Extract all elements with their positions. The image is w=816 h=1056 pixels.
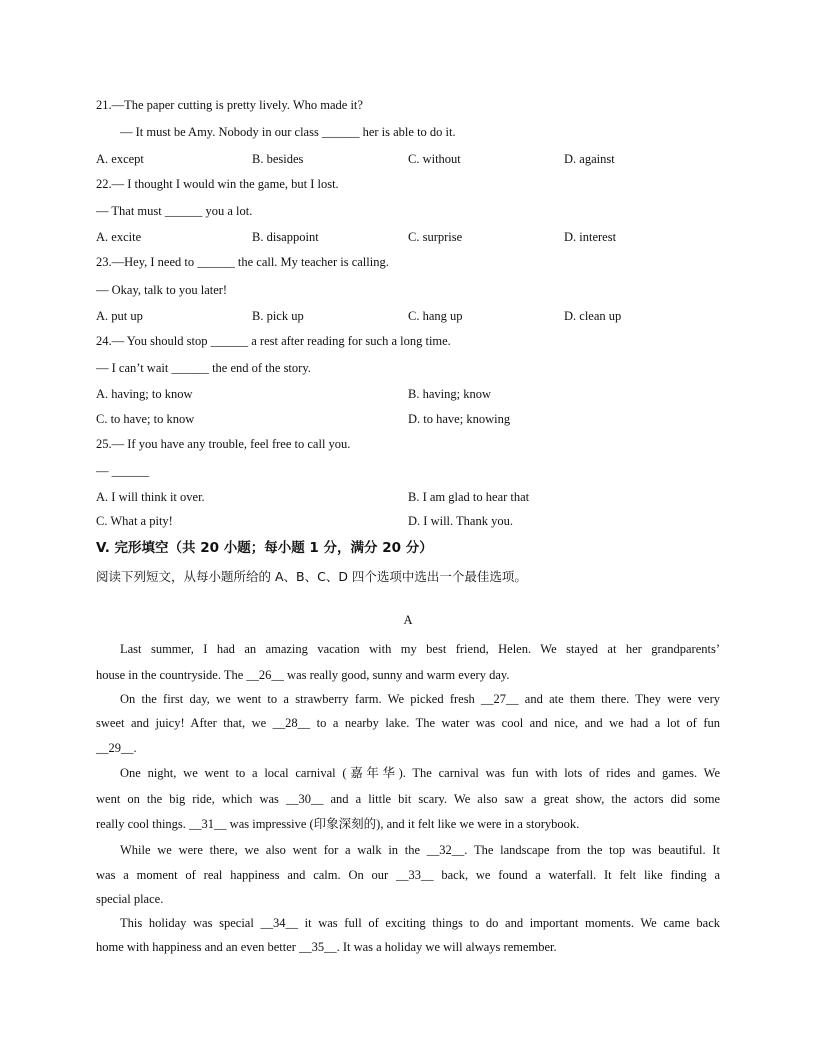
passage-line-6: One night, we went to a local carnival (嘉年华). The carnival was fun with lots of rides and games. We bbox=[120, 766, 720, 780]
q22-option-d: D. interest bbox=[564, 230, 617, 244]
q23-option-a: A. put up bbox=[96, 309, 143, 323]
q24-stem: 24.— You should stop ______ a rest after reading for such a long time. bbox=[96, 334, 451, 348]
q23-stem: 23.—Hey, I need to ______ the call. My teacher is calling. bbox=[96, 255, 389, 269]
passage-line-11: special place. bbox=[96, 892, 164, 906]
q25-stem: 25.— If you have any trouble, feel free to call you. bbox=[96, 437, 351, 451]
q22-stem: 22.— I thought I would win the game, but I lost. bbox=[96, 177, 339, 191]
q21-option-d: D. against bbox=[564, 152, 615, 166]
q21-option-a: A. except bbox=[96, 152, 144, 166]
passage-line-4: sweet and juicy! After that, we __28__ to a nearby lake. The water was cool and nice, and we had a lot of fun bbox=[96, 716, 720, 730]
passage-line-1: Last summer, I had an amazing vacation with my best friend, Helen. We stayed at her grandparents’ bbox=[120, 642, 720, 656]
q25-option-a: A. I will think it over. bbox=[96, 490, 205, 504]
q21-reply: — It must be Amy. Nobody in our class ______ her is able to do it. bbox=[120, 125, 456, 139]
q21-option-c: C. without bbox=[408, 152, 461, 166]
passage-label: A bbox=[403, 613, 413, 627]
q22-option-a: A. excite bbox=[96, 230, 142, 244]
passage-line-9: While we were there, we also went for a walk in the __32__. The landscape from the top was beautiful. It bbox=[120, 843, 720, 857]
q22-option-c: C. surprise bbox=[408, 230, 463, 244]
q25-option-c: C. What a pity! bbox=[96, 514, 173, 528]
q22-reply: — That must ______ you a lot. bbox=[96, 204, 253, 218]
q22-option-b: B. disappoint bbox=[252, 230, 319, 244]
passage-line-10: was a moment of real happiness and calm. On our __33__ back, we found a waterfall. It felt like finding a bbox=[96, 868, 720, 882]
section-instruction: 阅读下列短文，从每小题所给的 A、B、C、D 四个选项中选出一个最佳选项。 bbox=[96, 569, 527, 584]
q23-option-c: C. hang up bbox=[408, 309, 463, 323]
passage-line-7: went on the big ride, which was __30__ and a little bit scary. We also saw a great show, the actors did some bbox=[96, 792, 720, 806]
q24-option-c: C. to have; to know bbox=[96, 412, 195, 426]
q23-option-b: B. pick up bbox=[252, 309, 304, 323]
passage-line-12: This holiday was special __34__ it was full of exciting things to do and important moments. We came back bbox=[120, 916, 720, 930]
q21-stem: 21.—The paper cutting is pretty lively. Who made it? bbox=[96, 98, 363, 112]
q24-reply: — I can’t wait ______ the end of the story. bbox=[96, 361, 311, 375]
q25-option-d: D. I will. Thank you. bbox=[408, 514, 513, 528]
passage-line-2: house in the countryside. The __26__ was really good, sunny and warm every day. bbox=[96, 668, 510, 682]
passage-line-5: __29__. bbox=[96, 741, 137, 755]
q21-option-b: B. besides bbox=[252, 152, 304, 166]
passage-line-8: really cool things. __31__ was impressive (印象深刻的), and it felt like we were in a storybook. bbox=[96, 817, 580, 831]
q24-option-d: D. to have; knowing bbox=[408, 412, 511, 426]
q25-option-b: B. I am glad to hear that bbox=[408, 490, 530, 504]
passage-line-3: On the first day, we went to a strawberry farm. We picked fresh __27__ and ate them there. They were very bbox=[120, 692, 720, 706]
section-heading: V. 完形填空（共 20 小题；每小题 1 分，满分 20 分） bbox=[96, 540, 433, 556]
q24-option-a: A. having; to know bbox=[96, 387, 193, 401]
q23-reply: — Okay, talk to you later! bbox=[96, 283, 228, 297]
q25-reply: — ______ bbox=[96, 464, 150, 478]
q24-option-b: B. having; know bbox=[408, 387, 491, 401]
passage-line-13: home with happiness and an even better __35__. It was a holiday we will always remember. bbox=[96, 940, 557, 954]
q23-option-d: D. clean up bbox=[564, 309, 622, 323]
